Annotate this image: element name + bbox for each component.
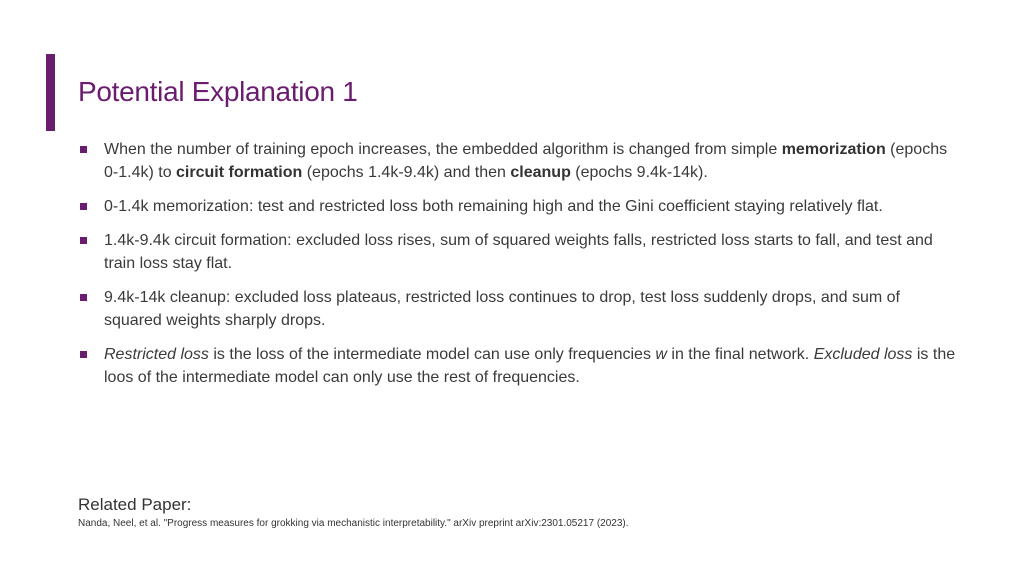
- square-bullet-icon: [80, 237, 87, 244]
- bullet-list: [78, 138, 958, 400]
- bullet-text: Restricted loss is the loss of the intermediate model can use only frequencies w in the final network. Excluded loss is the loos of the intermediate model can only use the rest of frequencies.: [104, 346, 956, 386]
- square-bullet-icon: [80, 294, 87, 301]
- term-excluded-loss: Excluded loss: [813, 346, 913, 363]
- square-bullet-icon: [80, 146, 87, 153]
- square-bullet-icon: [80, 351, 87, 358]
- symbol-w: w: [655, 346, 667, 363]
- bullet-item-phases: [78, 138, 958, 184]
- term-restricted-loss: Restricted loss: [104, 346, 209, 363]
- related-paper-heading: Related Paper:: [78, 495, 192, 514]
- page-title: Potential Explanation 1: [78, 76, 358, 107]
- title-accent-bar: [46, 54, 55, 131]
- bullet-item-loss-definitions: [78, 343, 958, 389]
- term-circuit-formation: circuit formation: [176, 164, 303, 181]
- term-cleanup: cleanup: [510, 164, 571, 181]
- bullet-item-circuit-formation: [78, 229, 958, 275]
- bullet-item-memorization: [78, 195, 958, 218]
- bullet-text: 1.4k-9.4k circuit formation: excluded loss rises, sum of squared weights falls, restricted loss starts to fall, and test and train loss stay flat.: [104, 232, 933, 272]
- square-bullet-icon: [80, 203, 87, 210]
- term-memorization: memorization: [781, 141, 886, 158]
- bullet-text: When the number of training epoch increases, the embedded algorithm is changed from simple memorization (epochs 0-1.4k) to circuit formation (epochs 1.4k-9.4k) and then cleanup (epochs 9.4k-14k).: [104, 141, 948, 181]
- paper-citation: Nanda, Neel, et al. "Progress measures for grokking via mechanistic interpretability." arXiv preprint arXiv:2301.05217 (2023).: [78, 518, 629, 529]
- bullet-text: 9.4k-14k cleanup: excluded loss plateaus, restricted loss continues to drop, test loss suddenly drops, and sum of squared weights sharply drops.: [104, 289, 900, 329]
- bullet-text: 0-1.4k memorization: test and restricted loss both remaining high and the Gini coefficient staying relatively flat.: [104, 198, 883, 215]
- bullet-item-cleanup: [78, 286, 958, 332]
